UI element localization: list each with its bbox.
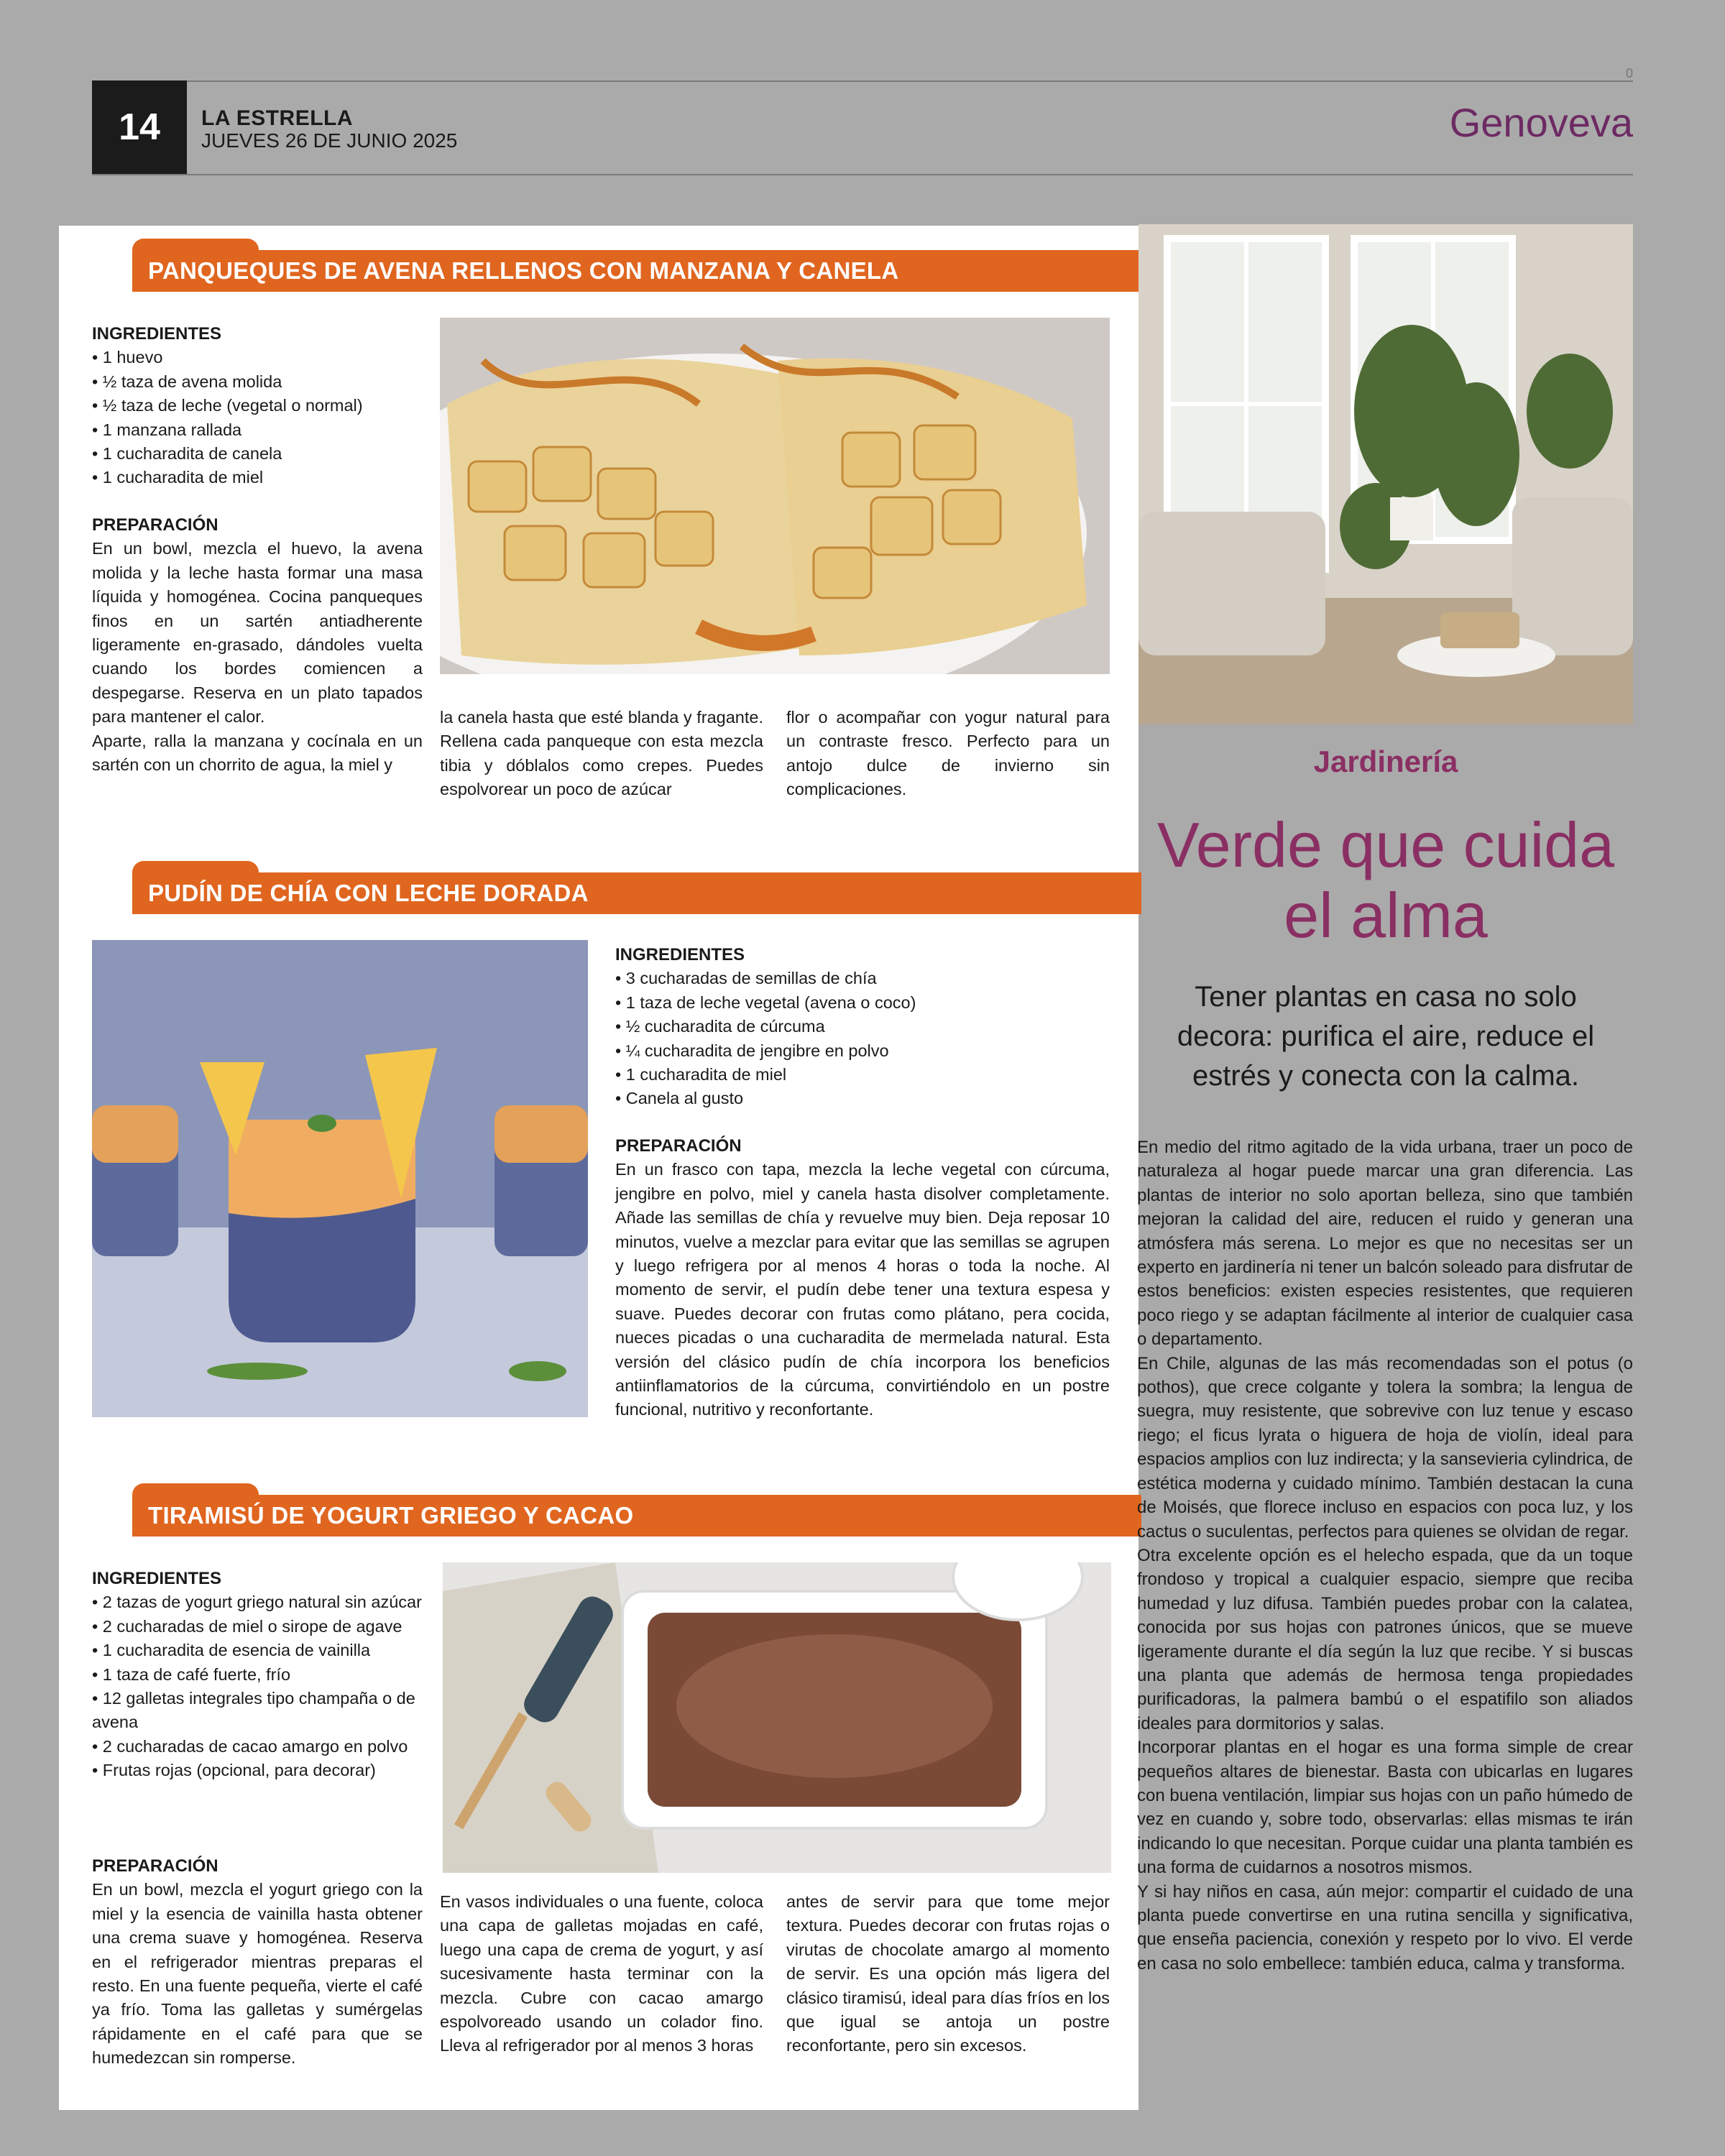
pancakes-illustration [440, 318, 1110, 674]
ingredient-item: • 1 cucharadita de miel [92, 466, 423, 489]
page-number: 14 [92, 80, 187, 174]
prep-text: En un frasco con tapa, mezcla la leche vegetal con cúrcuma, jengibre en polvo, miel y canela hasta disolver completamente. Añade las semillas de chía y revuelve muy bien. Deja reposar 10 minutos, vuelve a mezclar para evitar que las semillas se agrupen y luego refrigera por al menos 4 horas o toda la noche. Al momento de servir, el pudín debe tener una textura espesa y suave. Puedes decorar con frutas como plátano, pera cocida, nueces picadas o una cucharadita de mermelada natural. Esta versión del clásico pudín de chía incorpora los beneficios antiinflamatorios de la cúrcuma, convirtiéndolo en un postre funcional, nutritivo y reconfortante. [615, 1160, 1110, 1419]
recipe-1-banner [91, 250, 1141, 292]
recipe-3-prep-col-3 [786, 1890, 1110, 2058]
chia-pudding-illustration [92, 940, 588, 1417]
article-paragraph: Incorporar plantas en el hogar es una forma simple de crear pequeños altares de bienestar. Basta con ubicarlas en lugares con buena ventilación, limpiar sus hojas con un paño húmedo de vez en cuando y, sobre todo, observarlas: ellas mismas te irán indicando lo que necesitan. Porque cuidar una planta también es una forma de cuidarnos a nosotros mismos. [1137, 1738, 1633, 1878]
ingredient-item: • 1 cucharadita de canela [92, 442, 423, 466]
article-paragraph: Otra excelente opción es el helecho espada, que da un toque frondoso y tropical a cualquier espacio, siempre que reciba humedad y luz difusa. También puedes probar con la calatea, conocida por sus hojas con patrones únicos, que se mueve ligeramente durante el día según la luz que recibe. Y si buscas una planta que además de hermosa tenga propiedades purificadoras, la palmera bambú o el espatifilo son aliados ideales para dormitorios y salas. [1137, 1545, 1633, 1733]
prep-text: Aparte, ralla la manzana y cocínala en un sartén con un chorrito de agua, la miel y [92, 731, 423, 775]
issue-date: JUEVES 26 DE JUNIO 2025 [201, 129, 458, 152]
prep-text: En un bowl, mezcla el yogurt griego con la miel y la esencia de vainilla hasta obtener una crema suave y homogénea. Reserva en el refrigerador mientras preparas el resto. En una fuente pequeña, vierte el café ya frío. Toma las galletas y sumérgelas rápidamente en el café para que se humedezcan sin romperse. [92, 1880, 423, 2068]
ingredient-item: • ½ taza de avena molida [92, 370, 423, 394]
ingredient-item: • 1 manzana rallada [92, 418, 423, 442]
recipe-3-prep-col-2 [440, 1890, 763, 2058]
ingredient-item: • 1 cucharadita de esencia de vainilla [92, 1639, 423, 1662]
ingredient-item: • ¼ cucharadita de jengibre en polvo [615, 1039, 1110, 1063]
recipe-1-prep-col-2 [440, 706, 763, 802]
prep-text: antes de servir para que tome mejor textura. Puedes decorar con frutas rojas o virutas de chocolate amargo al momento de servir. Es una opción más ligera del clásico tiramisú, ideal para días fríos en los que igual se antoja un postre reconfortante, pero sin excesos. [786, 1892, 1110, 2055]
tiramisu-illustration [443, 1562, 1111, 1873]
recipe-1-prep-col-1 [92, 513, 423, 777]
ingredients-list [92, 1590, 423, 1782]
article-paragraph: En Chile, algunas de las más recomendadas son el potus (o pothos), que crece colgante y tolera la sombra; la lengua de suegra, muy resistente, que sobrevive con luz tenue y escaso riego; el ficus lyrata o higuera de hoja de violín, ideal para espacios amplios con luz indirecta; y la sansevieria cylindrica, de estética moderna y cuidado mínimo. También destacan la cuna de Moisés, que florece incluso en espacios con poca luz, y los cactus o suculentas, perfectos para quienes se olvidan de regar. [1137, 1353, 1633, 1542]
ingredient-item: • 1 cucharadita de miel [615, 1063, 1110, 1087]
recipe-3-prep-col-1 [92, 1854, 423, 2070]
recipe-2-prep [615, 1134, 1110, 1422]
ingredients-heading: INGREDIENTES [615, 945, 745, 964]
corner-mark: 0 [1625, 66, 1633, 80]
recipe-2-photo [92, 940, 588, 1417]
header-bottom-rule [92, 174, 1633, 175]
ingredient-item: • Frutas rojas (opcional, para decorar) [92, 1759, 423, 1782]
ingredient-item: • 2 cucharadas de cacao amargo en polvo [92, 1735, 423, 1759]
recipe-1-ingredients [92, 322, 423, 490]
paper-name: LA ESTRELLA [201, 106, 354, 130]
living-room-photo [1138, 224, 1633, 724]
recipe-3-title: TIRAMISÚ DE YOGURT GRIEGO Y CACAO [132, 1495, 1141, 1537]
prep-heading: PREPARACIÓN [615, 1136, 742, 1156]
ingredient-item: • ½ cucharadita de cúrcuma [615, 1015, 1110, 1038]
prep-text: la canela hasta que esté blanda y fragante. Rellena cada panqueque con esta mezcla tibia y dóblalos como crepes. Puedes espolvorear un poco de azúcar [440, 708, 763, 799]
prep-heading: PREPARACIÓN [92, 515, 218, 535]
section-name: Genoveva [1449, 100, 1633, 145]
ingredient-item: • Canela al gusto [615, 1087, 1110, 1110]
ingredient-item: • 1 taza de leche vegetal (avena o coco) [615, 991, 1110, 1015]
recipe-1-prep-col-3 [786, 706, 1110, 802]
ingredients-heading: INGREDIENTES [92, 1569, 222, 1588]
ingredients-list [92, 346, 423, 489]
ingredient-item: • 3 cucharadas de semillas de chía [615, 967, 1110, 990]
prep-text: En un bowl, mezcla el huevo, la avena molida y la leche hasta formar una masa líquida y homogénea. Cocina panqueques finos en un sartén antiadherente ligeramente en-grasado, dándoles vuelta cuando los bordes comiencen a despegarse. Reserva en un plato tapados para mantener el calor. [92, 539, 423, 727]
recipe-2-title: PUDÍN DE CHÍA CON LECHE DORADA [132, 872, 1141, 914]
ingredient-item: • 1 huevo [92, 346, 423, 369]
ingredient-item: • 2 cucharadas de miel o sirope de agave [92, 1615, 423, 1639]
prep-text: flor o acompañar con yogur natural para un contraste fresco. Perfecto para un antojo dulce de invierno sin complicaciones. [786, 708, 1110, 799]
header-top-rule [92, 80, 1633, 82]
ingredients-list [615, 967, 1110, 1110]
living-room-illustration [1138, 224, 1633, 724]
recipe-1-title: PANQUEQUES DE AVENA RELLENOS CON MANZANA Y CANELA [132, 250, 1141, 292]
article-title-line-2: el alma [1284, 880, 1488, 951]
article-body [1137, 1135, 1633, 1976]
article-deck: Tener plantas en casa no solo decora: purifica el aire, reduce el estrés y conecta con la calma. [1177, 981, 1595, 1092]
article-paragraph: Y si hay niños en casa, aún mejor: compartir el cuidado de una planta puede convertirse en una rutina sencilla y significativa, que enseña paciencia, conexión y respeto por lo vivo. El verde en casa no solo embellece: también educa, calma y transforma. [1137, 1881, 1633, 1973]
ingredient-item: • 2 tazas de yogurt griego natural sin azúcar [92, 1590, 423, 1614]
recipe-3-ingredients [92, 1567, 423, 1783]
article-category: Jardinería [1313, 745, 1458, 778]
recipe-3-photo [443, 1562, 1111, 1873]
recipe-2-banner [91, 872, 1141, 914]
ingredient-item: • 1 taza de café fuerte, frío [92, 1663, 423, 1687]
ingredient-item: • ½ taza de leche (vegetal o normal) [92, 394, 423, 418]
recipe-1-photo [440, 318, 1110, 674]
prep-text: En vasos individuales o una fuente, coloca una capa de galletas mojadas en café, luego una capa de crema de yogurt, y así sucesivamente hasta terminar con la mezcla. Cubre con cacao amargo espolvoreado usando un colador fino. Lleva al refrigerador por al menos 3 horas [440, 1892, 763, 2055]
article-title-line-1: Verde que cuida [1156, 809, 1615, 880]
article-paragraph: En medio del ritmo agitado de la vida urbana, traer un poco de naturaleza al hogar puede marcar una gran diferencia. Las plantas de interior no solo aportan belleza, sino que también mejoran la calidad del aire, reducen el ruido y generan una atmósfera más serena. Lo mejor es que no necesitas ser un experto en jardinería ni tener un balcón soleado para disfrutar de estos beneficios: existen especies resistentes, que requieren poco riego y se adaptan fácilmente al interior de cualquier casa o departamento. [1137, 1138, 1633, 1350]
ingredients-heading: INGREDIENTES [92, 324, 222, 344]
recipes-panel [59, 226, 1138, 2110]
recipe-2-ingredients [615, 943, 1110, 1111]
prep-heading: PREPARACIÓN [92, 1856, 218, 1876]
ingredient-item: • 12 galletas integrales tipo champaña o de avena [92, 1687, 423, 1735]
recipe-3-banner [91, 1495, 1141, 1537]
